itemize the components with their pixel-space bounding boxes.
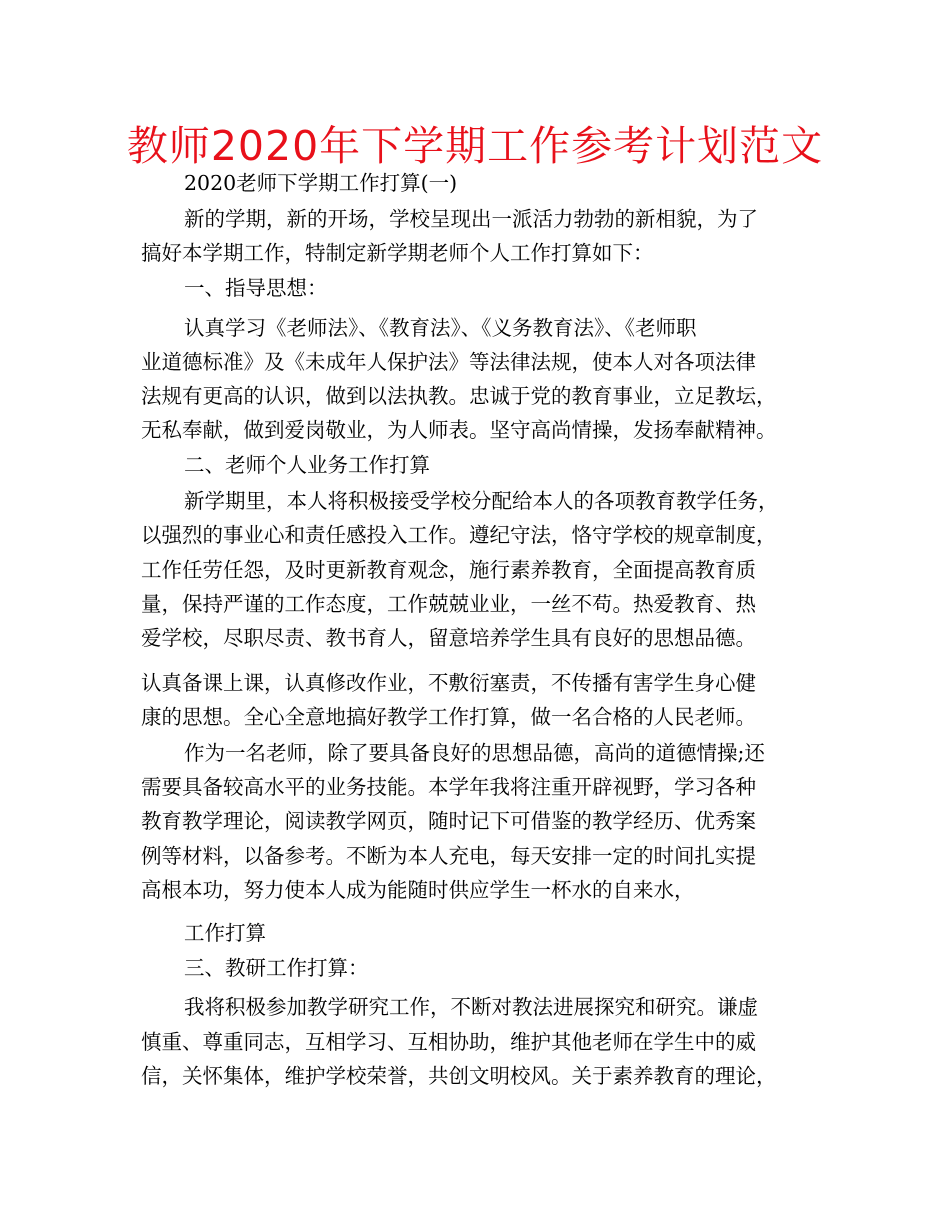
paragraph-line: 教育教学理论，阅读教学网页，随时记下可借鉴的教学经历、优秀案: [141, 809, 756, 833]
section-heading: 一、指导思想：: [184, 276, 328, 300]
paragraph-line: 高根本功，努力使本人成为能随时供应学生一杯水的自来水，: [141, 878, 695, 902]
paragraph-line: 搞好本学期工作，特制定新学期老师个人工作打算如下：: [141, 241, 654, 265]
paragraph-line: 慎重、尊重同志，互相学习、互相协助，维护其他老师在学生中的威: [141, 1030, 756, 1054]
paragraph-line: 例等材料，以备参考。不断为本人充电，每天安排一定的时间扎实提: [141, 844, 756, 868]
paragraph-line: 需要具备较高水平的业务技能。本学年我将注重开辟视野，学习各种: [141, 775, 756, 799]
paragraph-line: 以强烈的事业心和责任感投入工作。遵纪守法，恪守学校的规章制度，: [141, 523, 777, 547]
section-heading: 工作打算: [184, 921, 266, 945]
paragraph-line: 量，保持严谨的工作态度，工作兢兢业业，一丝不苟。热爱教育、热: [141, 592, 756, 616]
paragraph-line: 业道德标准》及《未成年人保护法》等法律法规，使本人对各项法律: [141, 350, 756, 374]
paragraph-line: 无私奉献，做到爱岗敬业，为人师表。坚守高尚情操，发扬奉献精神。: [141, 418, 777, 442]
paragraph-line: 工作任劳任怨，及时更新教育观念，施行素养教育，全面提高教育质: [141, 558, 756, 582]
paragraph-line: 新的学期，新的开场，学校呈现出一派活力勃勃的新相貌，为了: [184, 207, 758, 231]
paragraph-line: 认真学习《老师法》、《教育法》、《义务教育法》、《老师职: [184, 316, 697, 340]
section-heading: 三、教研工作打算：: [184, 956, 369, 980]
section-heading: 二、老师个人业务工作打算: [184, 453, 430, 477]
paragraph-line: 我将积极参加教学研究工作，不断对教法进展探究和研究。谦虚: [184, 995, 758, 1019]
paragraph-line: 信，关怀集体，维护学校荣誉，共创文明校风。关于素养教育的理论，: [141, 1064, 777, 1088]
paragraph-line: 作为一名老师，除了要具备良好的思想品德，高尚的道德情操;还: [184, 741, 765, 765]
paragraph-line: 法规有更高的认识，做到以法执教。忠诚于党的教育事业，立足教坛，: [141, 384, 777, 408]
paragraph-line: 康的思想。全心全意地搞好教学工作打算，做一名合格的人民老师。: [141, 705, 756, 729]
paragraph-line: 爱学校，尽职尽责、教书育人，留意培养学生具有良好的思想品德。: [141, 626, 756, 650]
document-title: 教师2020年下学期工作参考计划范文: [126, 122, 824, 170]
paragraph-line: 认真备课上课，认真修改作业，不敷衍塞责，不传播有害学生身心健: [141, 671, 756, 695]
paragraph-line: 新学期里，本人将积极接受学校分配给本人的各项教育教学任务，: [184, 489, 779, 513]
subtitle-line: 2020老师下学期工作打算(一): [184, 171, 458, 195]
